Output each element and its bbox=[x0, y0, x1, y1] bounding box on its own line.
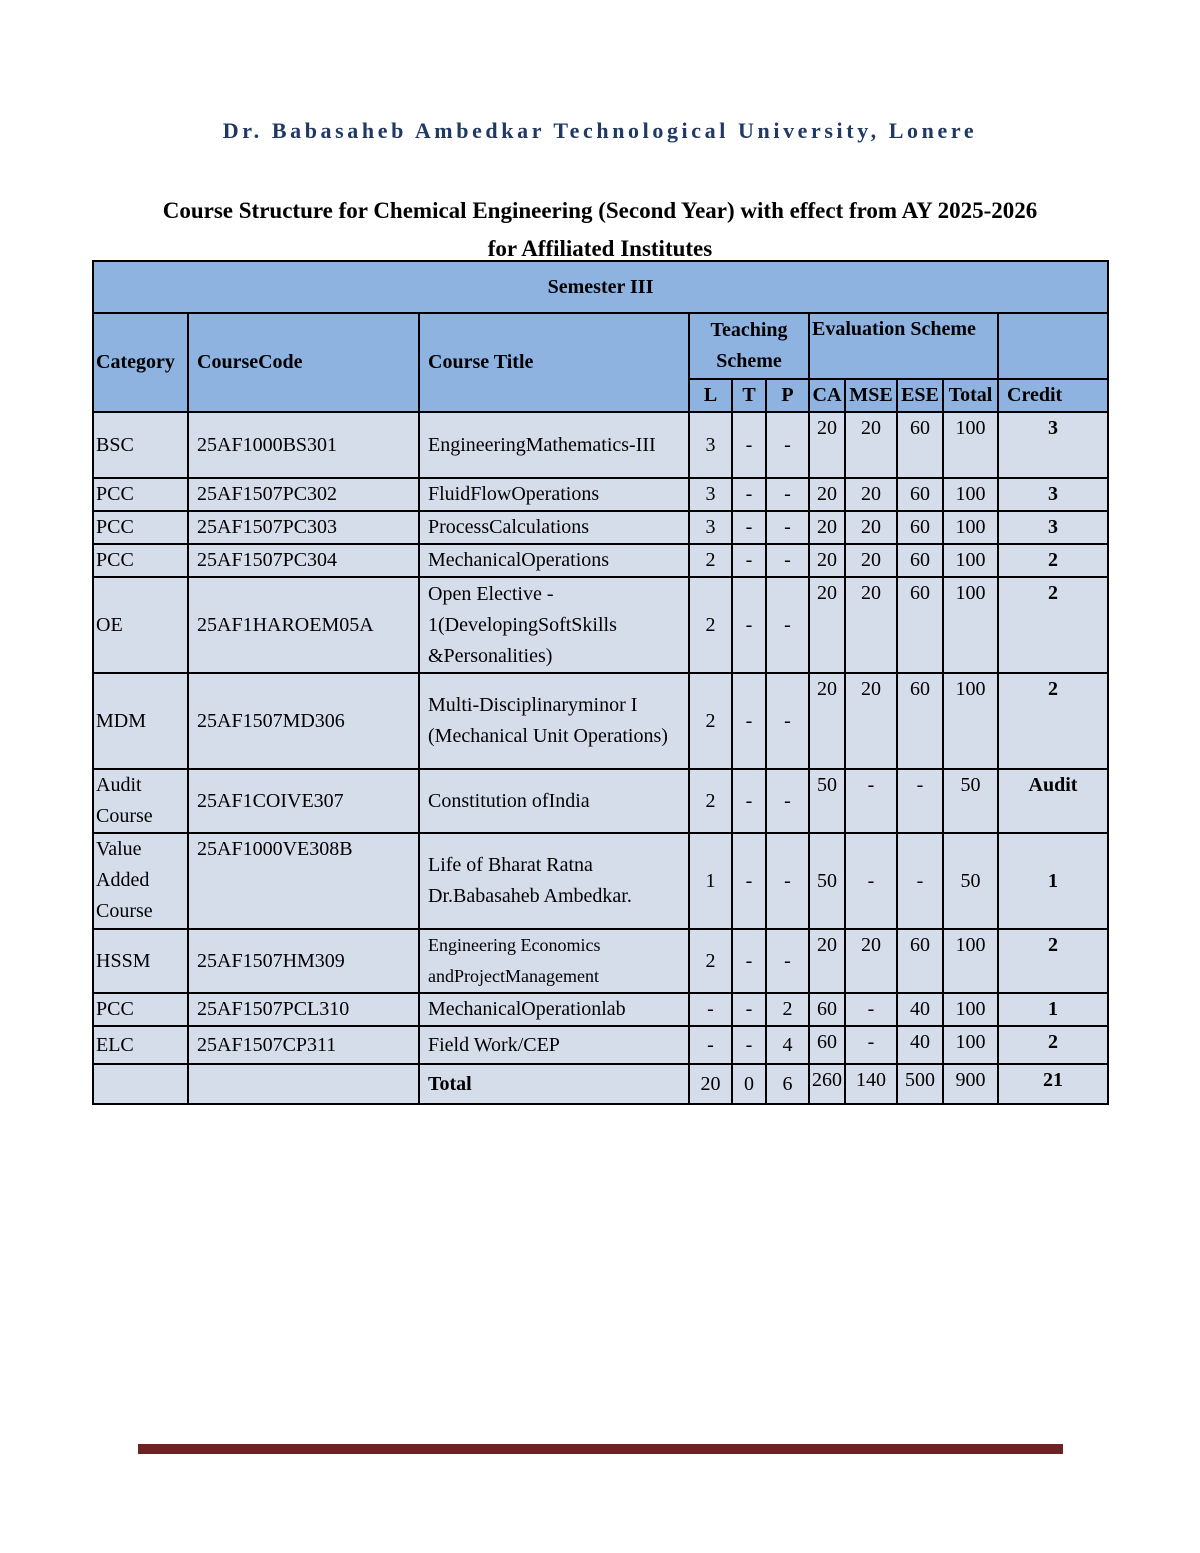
cell-ca: 20 bbox=[809, 478, 845, 511]
cell-credit: 3 bbox=[998, 412, 1108, 478]
cell-category: OE bbox=[93, 577, 188, 673]
table-row bbox=[93, 929, 1108, 993]
cell-mse: - bbox=[845, 833, 897, 929]
cell-total: 100 bbox=[943, 412, 998, 478]
cell-p: - bbox=[766, 929, 809, 993]
cell-p: 2 bbox=[766, 993, 809, 1026]
cell-total: 100 bbox=[943, 993, 998, 1026]
cell-credit: 2 bbox=[998, 1026, 1108, 1064]
header-evaluation-scheme: Evaluation Scheme bbox=[809, 313, 998, 379]
cell-t: - bbox=[732, 577, 766, 673]
cell-course-code: 25AF1507PC302 bbox=[188, 478, 419, 511]
cell-category: PCC bbox=[93, 511, 188, 544]
course-structure-table bbox=[92, 260, 1109, 1105]
cell-t: - bbox=[732, 544, 766, 577]
cell-t: - bbox=[732, 769, 766, 833]
title-line-2: for Affiliated Institutes bbox=[487, 236, 713, 261]
cell-credit: 2 bbox=[998, 577, 1108, 673]
header-course-code: CourseCode bbox=[188, 313, 419, 412]
total-total: 900 bbox=[943, 1064, 998, 1104]
cell-p: 4 bbox=[766, 1026, 809, 1064]
cell-category: ELC bbox=[93, 1026, 188, 1064]
header-t: T bbox=[732, 379, 766, 412]
cell-mse: 20 bbox=[845, 511, 897, 544]
table-row bbox=[93, 833, 1108, 929]
cell-course-code: 25AF1507PC303 bbox=[188, 511, 419, 544]
semester-header: Semester III bbox=[93, 261, 1108, 313]
cell-p: - bbox=[766, 478, 809, 511]
header-p: P bbox=[766, 379, 809, 412]
cell-ca: 20 bbox=[809, 511, 845, 544]
cell-p: - bbox=[766, 673, 809, 769]
cell-category: BSC bbox=[93, 412, 188, 478]
table-row bbox=[93, 544, 1108, 577]
cell-total: 100 bbox=[943, 478, 998, 511]
cell-ca: 50 bbox=[809, 833, 845, 929]
cell-ca: 20 bbox=[809, 577, 845, 673]
cell-t: - bbox=[732, 833, 766, 929]
cell-mse: 20 bbox=[845, 544, 897, 577]
table-row bbox=[93, 412, 1108, 478]
cell-ese: 60 bbox=[897, 511, 943, 544]
cell-credit: 2 bbox=[998, 544, 1108, 577]
cell-credit: Audit bbox=[998, 769, 1108, 833]
cell-course-code: 25AF1000VE308B bbox=[188, 833, 419, 929]
cell-course-code bbox=[188, 1064, 419, 1104]
cell-p: - bbox=[766, 769, 809, 833]
cell-course-title: MechanicalOperations bbox=[419, 544, 689, 577]
cell-ese: 60 bbox=[897, 577, 943, 673]
cell-mse: - bbox=[845, 1026, 897, 1064]
cell-t: - bbox=[732, 929, 766, 993]
cell-t: - bbox=[732, 412, 766, 478]
cell-p: - bbox=[766, 511, 809, 544]
cell-course-code: 25AF1507PCL310 bbox=[188, 993, 419, 1026]
cell-ca: 20 bbox=[809, 673, 845, 769]
title-line-1: Course Structure for Chemical Engineering (Second Year) with effect from AY 2025-2026 bbox=[162, 198, 1038, 223]
cell-ese: 40 bbox=[897, 1026, 943, 1064]
cell-l: 2 bbox=[689, 673, 732, 769]
header-category: Category bbox=[93, 313, 188, 412]
cell-category: PCC bbox=[93, 544, 188, 577]
cell-course-title: Open Elective - 1(DevelopingSoftSkills &Personalities) bbox=[419, 577, 689, 673]
cell-l: 3 bbox=[689, 412, 732, 478]
cell-credit: 3 bbox=[998, 511, 1108, 544]
table-row bbox=[93, 478, 1108, 511]
cell-l: 1 bbox=[689, 833, 732, 929]
cell-course-title: ProcessCalculations bbox=[419, 511, 689, 544]
cell-category bbox=[93, 1064, 188, 1104]
header-course-title: Course Title bbox=[419, 313, 689, 412]
cell-course-title: MechanicalOperationlab bbox=[419, 993, 689, 1026]
total-mse: 140 bbox=[845, 1064, 897, 1104]
cell-course-code: 25AF1507PC304 bbox=[188, 544, 419, 577]
cell-l: - bbox=[689, 993, 732, 1026]
header-credit: Credit bbox=[998, 379, 1108, 412]
cell-ese: 40 bbox=[897, 993, 943, 1026]
cell-credit: 2 bbox=[998, 929, 1108, 993]
cell-total: 50 bbox=[943, 833, 998, 929]
total-row bbox=[93, 1064, 1108, 1104]
cell-mse: 20 bbox=[845, 673, 897, 769]
cell-t: - bbox=[732, 673, 766, 769]
cell-p: - bbox=[766, 544, 809, 577]
cell-t: - bbox=[732, 478, 766, 511]
header-ese: ESE bbox=[897, 379, 943, 412]
cell-course-code: 25AF1000BS301 bbox=[188, 412, 419, 478]
cell-t: - bbox=[732, 511, 766, 544]
cell-ese: - bbox=[897, 833, 943, 929]
cell-course-code: 25AF1COIVE307 bbox=[188, 769, 419, 833]
cell-category: MDM bbox=[93, 673, 188, 769]
cell-mse: 20 bbox=[845, 412, 897, 478]
cell-ca: 60 bbox=[809, 1026, 845, 1064]
cell-total: 100 bbox=[943, 511, 998, 544]
cell-category: Value Added Course bbox=[93, 833, 188, 929]
header-total: Total bbox=[943, 379, 998, 412]
header-l: L bbox=[689, 379, 732, 412]
cell-ese: 60 bbox=[897, 478, 943, 511]
total-ca: 260 bbox=[809, 1064, 845, 1104]
document-title bbox=[40, 192, 1160, 268]
cell-course-title: Constitution ofIndia bbox=[419, 769, 689, 833]
table-row bbox=[93, 1026, 1108, 1064]
cell-l: - bbox=[689, 1026, 732, 1064]
cell-course-title: Multi-Disciplinaryminor I (Mechanical Unit Operations) bbox=[419, 673, 689, 769]
cell-ca: 50 bbox=[809, 769, 845, 833]
cell-total: 50 bbox=[943, 769, 998, 833]
total-ese: 500 bbox=[897, 1064, 943, 1104]
table-row bbox=[93, 511, 1108, 544]
cell-credit: 1 bbox=[998, 833, 1108, 929]
cell-total: 100 bbox=[943, 1026, 998, 1064]
cell-credit: 1 bbox=[998, 993, 1108, 1026]
cell-p: - bbox=[766, 833, 809, 929]
cell-course-title: Life of Bharat Ratna Dr.Babasaheb Ambedkar. bbox=[419, 833, 689, 929]
table-row bbox=[93, 993, 1108, 1026]
cell-l: 3 bbox=[689, 511, 732, 544]
footer-divider bbox=[138, 1444, 1063, 1454]
cell-category: Audit Course bbox=[93, 769, 188, 833]
cell-total: 100 bbox=[943, 577, 998, 673]
cell-total: 100 bbox=[943, 544, 998, 577]
header-mse: MSE bbox=[845, 379, 897, 412]
cell-ese: - bbox=[897, 769, 943, 833]
cell-l: 2 bbox=[689, 544, 732, 577]
cell-course-title: FluidFlowOperations bbox=[419, 478, 689, 511]
cell-ese: 60 bbox=[897, 673, 943, 769]
header-blank bbox=[998, 313, 1108, 379]
cell-l: 2 bbox=[689, 577, 732, 673]
cell-mse: 20 bbox=[845, 929, 897, 993]
header-teaching-scheme: Teaching Scheme bbox=[689, 313, 809, 379]
cell-ca: 20 bbox=[809, 544, 845, 577]
cell-category: HSSM bbox=[93, 929, 188, 993]
table-row bbox=[93, 577, 1108, 673]
cell-course-title: Engineering Economics andProjectManagement bbox=[419, 929, 689, 993]
table-row bbox=[93, 673, 1108, 769]
cell-l: 2 bbox=[689, 929, 732, 993]
cell-course-code: 25AF1507HM309 bbox=[188, 929, 419, 993]
cell-mse: 20 bbox=[845, 478, 897, 511]
total-p: 6 bbox=[766, 1064, 809, 1104]
cell-t: - bbox=[732, 993, 766, 1026]
cell-ca: 20 bbox=[809, 412, 845, 478]
cell-course-code: 25AF1507CP311 bbox=[188, 1026, 419, 1064]
cell-ese: 60 bbox=[897, 544, 943, 577]
cell-p: - bbox=[766, 412, 809, 478]
cell-ca: 60 bbox=[809, 993, 845, 1026]
university-name: Dr. Babasaheb Ambedkar Technological University, Lonere bbox=[222, 118, 978, 143]
cell-course-code: 25AF1507MD306 bbox=[188, 673, 419, 769]
total-l: 20 bbox=[689, 1064, 732, 1104]
cell-course-title: Field Work/CEP bbox=[419, 1026, 689, 1064]
cell-mse: - bbox=[845, 769, 897, 833]
cell-mse: 20 bbox=[845, 577, 897, 673]
cell-total: 100 bbox=[943, 929, 998, 993]
cell-ese: 60 bbox=[897, 412, 943, 478]
cell-course-code: 25AF1HAROEM05A bbox=[188, 577, 419, 673]
cell-ese: 60 bbox=[897, 929, 943, 993]
cell-ca: 20 bbox=[809, 929, 845, 993]
cell-mse: - bbox=[845, 993, 897, 1026]
cell-p: - bbox=[766, 577, 809, 673]
total-credit: 21 bbox=[998, 1064, 1108, 1104]
cell-credit: 2 bbox=[998, 673, 1108, 769]
cell-credit: 3 bbox=[998, 478, 1108, 511]
header-ca: CA bbox=[809, 379, 845, 412]
table-row bbox=[93, 769, 1108, 833]
cell-course-title: EngineeringMathematics-III bbox=[419, 412, 689, 478]
cell-total: 100 bbox=[943, 673, 998, 769]
cell-category: PCC bbox=[93, 478, 188, 511]
cell-category: PCC bbox=[93, 993, 188, 1026]
total-t: 0 bbox=[732, 1064, 766, 1104]
cell-l: 2 bbox=[689, 769, 732, 833]
total-label: Total bbox=[419, 1064, 689, 1104]
cell-t: - bbox=[732, 1026, 766, 1064]
cell-l: 3 bbox=[689, 478, 732, 511]
